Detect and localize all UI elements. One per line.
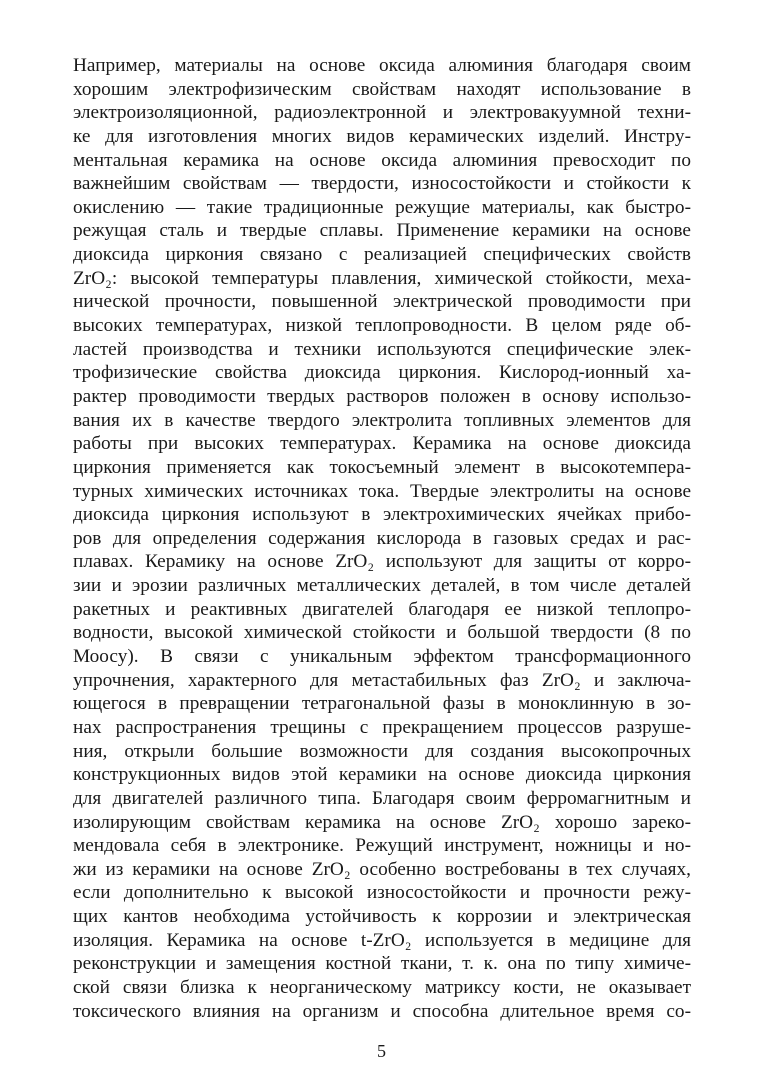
text-line: ния, открыли большие возможности для создания высокопрочных [73, 740, 691, 762]
text-line: циркония применяется как токосъемный элемент в высокотемпера- [73, 456, 691, 478]
text-line: ров для определения содержания кислорода в газовых средах и рас- [73, 527, 691, 549]
text-line: ющегося в превращении тетрагональной фазы в моноклинную в зо- [73, 693, 691, 715]
text-line: трофизические свойства диоксида циркония. Кислород-ионный ха- [73, 362, 691, 384]
text-line: важнейшим свойствам — твердости, износостойкости и стойкости к [73, 173, 691, 195]
text-line: диоксида циркония связано с реализацией специфических свойств [73, 244, 691, 266]
text-line: ской связи близка к неорганическому матриксу кости, не оказывает [73, 976, 691, 998]
text-line: вания их в качестве твердого электролита топливных элементов для [73, 409, 691, 431]
text-line: диоксида циркония используют в электрохимических ячейках прибо- [73, 504, 691, 526]
text-line: жи из керамики на основе ZrO₂ особенно востребованы в тех случаях, [73, 858, 691, 880]
body-text [73, 54, 691, 1023]
text-line: окислению — такие традиционные режущие материалы, как быстро- [73, 196, 691, 218]
text-line: конструкционных видов этой керамики на основе диоксида циркония [73, 764, 691, 786]
text-line: высоких температурах, низкой теплопроводности. В целом ряде об- [73, 315, 691, 337]
text-line: мендовала себя в электронике. Режущий инструмент, ножницы и но- [73, 835, 691, 857]
text-line: водности, высокой химической стойкости и большой твердости (8 по [73, 622, 691, 644]
text-line: если дополнительно к высокой износостойкости и прочности режу- [73, 882, 691, 904]
text-line: работы при высоких температурах. Керамика на основе диоксида [73, 433, 691, 455]
text-line: зии и эрозии различных металлических деталей, в том числе деталей [73, 575, 691, 597]
text-line: ZrO₂: высокой температуры плавления, химической стойкости, меха- [73, 267, 691, 289]
text-line: ментальная керамика на основе оксида алюминия превосходит по [73, 149, 691, 171]
text-line: щих кантов необходима устойчивость к коррозии и электрическая [73, 906, 691, 928]
text-line: хорошим электрофизическим свойствам находят использование в [73, 78, 691, 100]
text-line: Моосу). В связи с уникальным эффектом трансформационного [73, 646, 691, 668]
text-line: для двигателей различного типа. Благодаря своим ферромагнитным и [73, 787, 691, 809]
page-number: 5 [377, 1041, 386, 1061]
text-line: нах распространения трещины с прекращением процессов разруше- [73, 716, 691, 738]
text-line: ракетных и реактивных двигателей благодаря ее низкой теплопро- [73, 598, 691, 620]
text-line: изоляция. Керамика на основе t-ZrO₂ используется в медицине для [73, 929, 691, 951]
text-line: токсического влияния на организм и способна длительное время со- [73, 1000, 691, 1022]
text-line: реконструкции и замещения костной ткани, т. к. она по типу химиче- [73, 953, 691, 975]
text-line: рактер проводимости твердых растворов положен в основу использо- [73, 385, 691, 407]
text-line: нической прочности, повышенной электрической проводимости при [73, 291, 691, 313]
text-line: ластей производства и техники используются специфические элек- [73, 338, 691, 360]
text-line: изолирующим свойствам керамика на основе ZrO₂ хорошо зареко- [73, 811, 691, 833]
text-line: Например, материалы на основе оксида алюминия благодаря своим [73, 55, 691, 76]
text-line: ке для изготовления многих видов керамических изделий. Инстру- [73, 125, 691, 147]
text-line: режущая сталь и твердые сплавы. Применение керамики на основе [73, 220, 691, 242]
text-line: турных химических источниках тока. Твердые электролиты на основе [73, 480, 691, 502]
text-line: плавах. Керамику на основе ZrO₂ используют для защиты от корро- [73, 551, 691, 573]
text-line: упрочнения, характерного для метастабильных фаз ZrO₂ и заключа- [73, 669, 691, 691]
text-line: электроизоляционной, радиоэлектронной и электровакуумной техни- [73, 102, 691, 124]
